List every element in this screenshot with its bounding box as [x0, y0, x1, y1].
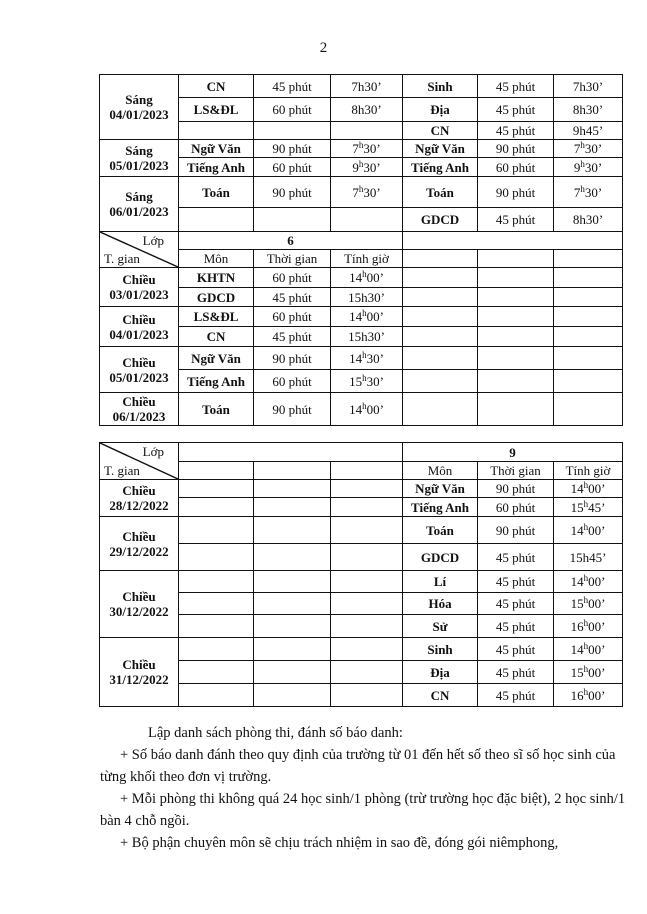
- empty-cell: [478, 288, 554, 307]
- duration-cell: 45 phút: [478, 75, 554, 98]
- empty-cell: [331, 498, 403, 517]
- empty-cell: [554, 307, 623, 327]
- table-row: [100, 327, 623, 347]
- empty-cell: [403, 268, 478, 288]
- empty-cell: [179, 443, 403, 462]
- column-header-time: Tính giờ: [554, 462, 623, 480]
- table-row: [100, 615, 623, 638]
- empty-cell: [403, 250, 478, 268]
- empty-cell: [331, 462, 403, 480]
- time-label: T. gian: [104, 251, 140, 266]
- section-heading: Lập danh sách phòng thi, đánh số báo danh:: [148, 725, 403, 741]
- duration-cell: 45 phút: [478, 684, 554, 707]
- duration-cell: 45 phút: [478, 571, 554, 593]
- duration-cell: 90 phút: [254, 393, 331, 426]
- empty-cell: [554, 370, 623, 393]
- table-row: [100, 393, 623, 426]
- empty-cell: [554, 250, 623, 268]
- grade-header: 6: [179, 232, 403, 250]
- session-date-cell: Chiều 30/12/2022: [100, 571, 179, 638]
- empty-cell: [179, 544, 254, 571]
- time-cell: 14$^h$00’: [554, 480, 623, 498]
- duration-cell: 45 phút: [478, 661, 554, 684]
- empty-cell: [478, 370, 554, 393]
- subject-cell: CN: [403, 122, 478, 140]
- table-row: [100, 661, 623, 684]
- duration-cell: 90 phút: [254, 140, 331, 158]
- duration-cell: 45 phút: [478, 638, 554, 661]
- time-cell: 14$^h$30’: [331, 347, 403, 370]
- corner-header-cell: [100, 443, 179, 480]
- time-cell: 7$^h$30’: [554, 140, 623, 158]
- empty-cell: [254, 517, 331, 544]
- duration-cell: 45 phút: [478, 98, 554, 122]
- subject-cell: Sử: [403, 615, 478, 638]
- time-cell: 9$^h$30’: [331, 158, 403, 177]
- empty-cell: [554, 268, 623, 288]
- column-header-subject: Môn: [403, 462, 478, 480]
- subject-cell: Tiếng Anh: [179, 370, 254, 393]
- empty-cell: [331, 544, 403, 571]
- subject-cell: GDCD: [403, 544, 478, 571]
- paragraph: + Số báo danh đánh theo quy định của trường từ 01 đến hết số theo sĩ số học sinh của từng khối theo đơn vị trường.: [100, 747, 616, 785]
- grade6-schedule-table: [99, 231, 623, 426]
- empty-cell: [331, 122, 403, 140]
- subject-cell: Ngữ Văn: [179, 347, 254, 370]
- duration-cell: 60 phút: [254, 158, 331, 177]
- subject-cell: Toán: [179, 177, 254, 208]
- empty-cell: [403, 347, 478, 370]
- table-row: [100, 638, 623, 661]
- duration-cell: 45 phút: [478, 544, 554, 571]
- time-cell: 14$^h$00’: [554, 571, 623, 593]
- subject-cell: LS&ĐL: [179, 98, 254, 122]
- table-row: [100, 517, 623, 544]
- empty-cell: [403, 327, 478, 347]
- empty-cell: [331, 615, 403, 638]
- subject-cell: CN: [179, 327, 254, 347]
- subject-cell: Tiếng Anh: [403, 158, 478, 177]
- table-row: [100, 177, 623, 208]
- time-cell: 14$^h$00’: [331, 268, 403, 288]
- time-cell: 7h30’: [331, 75, 403, 98]
- empty-cell: [254, 480, 331, 498]
- grade9-schedule-table: [99, 442, 623, 707]
- empty-cell: [179, 638, 254, 661]
- empty-cell: [254, 571, 331, 593]
- time-cell: 16$^h$00’: [554, 684, 623, 707]
- table-row: [100, 158, 623, 177]
- empty-cell: [554, 327, 623, 347]
- time-cell: 9$^h$30’: [554, 158, 623, 177]
- empty-cell: [478, 268, 554, 288]
- subject-cell: Toán: [403, 177, 478, 208]
- empty-cell: [331, 684, 403, 707]
- time-cell: 15h45’: [554, 544, 623, 571]
- time-cell: 14$^h$00’: [331, 393, 403, 426]
- session-date-cell: Chiều 31/12/2022: [100, 638, 179, 707]
- duration-cell: 45 phút: [478, 122, 554, 140]
- empty-cell: [554, 288, 623, 307]
- duration-cell: 45 phút: [254, 327, 331, 347]
- subject-cell: LS&ĐL: [179, 307, 254, 327]
- morning-schedule-table: [99, 74, 623, 232]
- time-cell: 14$^h$00’: [554, 638, 623, 661]
- duration-cell: 60 phút: [254, 98, 331, 122]
- session-date-cell: Sáng 05/01/2023: [100, 140, 179, 177]
- empty-cell: [179, 498, 254, 517]
- empty-cell: [254, 544, 331, 571]
- subject-cell: Toán: [179, 393, 254, 426]
- session-date-cell: Chiều 06/1/2023: [100, 393, 179, 426]
- subject-cell: Tiếng Anh: [179, 158, 254, 177]
- subject-cell: Ngữ Văn: [403, 480, 478, 498]
- empty-cell: [254, 684, 331, 707]
- subject-cell: KHTN: [179, 268, 254, 288]
- corner-header-cell: [100, 232, 179, 268]
- subject-cell: CN: [179, 75, 254, 98]
- table-row: [100, 684, 623, 707]
- subject-cell: GDCD: [403, 208, 478, 232]
- empty-cell: [179, 462, 254, 480]
- time-cell: 9h45’: [554, 122, 623, 140]
- duration-cell: 90 phút: [478, 140, 554, 158]
- session-date-cell: Sáng 04/01/2023: [100, 75, 179, 140]
- duration-cell: 60 phút: [478, 158, 554, 177]
- table-row: [100, 571, 623, 593]
- duration-cell: 90 phút: [478, 177, 554, 208]
- duration-cell: 45 phút: [478, 208, 554, 232]
- empty-cell: [179, 661, 254, 684]
- empty-cell: [478, 347, 554, 370]
- empty-cell: [478, 327, 554, 347]
- paragraph: + Mỗi phòng thi không quá 24 học sinh/1 phòng (trừ trường học đặc biệt), 2 học sinh/1 bàn 4 chỗ ngồi.: [100, 791, 626, 829]
- time-cell: 8h30’: [331, 98, 403, 122]
- table-row: [100, 498, 623, 517]
- table-header-row: [100, 232, 623, 250]
- duration-cell: 45 phút: [478, 593, 554, 615]
- body-text: [100, 722, 630, 854]
- session-date-cell: Chiều 28/12/2022: [100, 480, 179, 517]
- time-cell: 14$^h$00’: [554, 517, 623, 544]
- empty-cell: [478, 393, 554, 426]
- subject-cell: Ngữ Văn: [179, 140, 254, 158]
- empty-cell: [254, 615, 331, 638]
- time-cell: 7$^h$30’: [331, 177, 403, 208]
- column-header-time: Tính giờ: [331, 250, 403, 268]
- table-row: [100, 140, 623, 158]
- time-cell: 15$^h$00’: [554, 661, 623, 684]
- duration-cell: 45 phút: [478, 615, 554, 638]
- table-row: [100, 288, 623, 307]
- empty-cell: [331, 661, 403, 684]
- empty-cell: [478, 307, 554, 327]
- empty-cell: [331, 208, 403, 232]
- empty-cell: [254, 208, 331, 232]
- table-row: [100, 268, 623, 288]
- column-header-subject: Môn: [179, 250, 254, 268]
- subject-cell: Lí: [403, 571, 478, 593]
- empty-cell: [403, 393, 478, 426]
- column-header-duration: Thời gian: [478, 462, 554, 480]
- subject-cell: Ngữ Văn: [403, 140, 478, 158]
- empty-cell: [554, 393, 623, 426]
- time-cell: 15$^h$30’: [331, 370, 403, 393]
- empty-cell: [331, 638, 403, 661]
- empty-cell: [179, 593, 254, 615]
- table-header-row: [100, 443, 623, 462]
- time-cell: 15$^h$45’: [554, 498, 623, 517]
- duration-cell: 90 phút: [254, 177, 331, 208]
- table-row: [100, 75, 623, 98]
- grade-header: 9: [403, 443, 623, 462]
- duration-cell: 60 phút: [478, 498, 554, 517]
- table-row: [100, 480, 623, 498]
- duration-cell: 45 phút: [254, 75, 331, 98]
- empty-cell: [403, 288, 478, 307]
- subject-cell: Địa: [403, 98, 478, 122]
- empty-cell: [254, 122, 331, 140]
- session-date-cell: Chiều 05/01/2023: [100, 347, 179, 393]
- subject-cell: Sinh: [403, 75, 478, 98]
- empty-cell: [179, 480, 254, 498]
- session-date-cell: Sáng 06/01/2023: [100, 177, 179, 232]
- session-date-cell: Chiều 29/12/2022: [100, 517, 179, 571]
- empty-cell: [179, 571, 254, 593]
- subject-cell: Hóa: [403, 593, 478, 615]
- time-cell: 7$^h$30’: [331, 140, 403, 158]
- table-row: [100, 544, 623, 571]
- paragraph: + Bộ phận chuyên môn sẽ chịu trách nhiệm in sao đề, đóng gói niêmphong,: [120, 835, 559, 851]
- table-row: [100, 593, 623, 615]
- column-header-duration: Thời gian: [254, 250, 331, 268]
- time-cell: 16$^h$00’: [554, 615, 623, 638]
- time-cell: 8h30’: [554, 208, 623, 232]
- duration-cell: 90 phút: [478, 517, 554, 544]
- empty-cell: [254, 462, 331, 480]
- empty-cell: [179, 684, 254, 707]
- empty-cell: [254, 498, 331, 517]
- time-cell: 7$^h$30’: [554, 177, 623, 208]
- empty-cell: [331, 480, 403, 498]
- time-cell: 15$^h$00’: [554, 593, 623, 615]
- empty-cell: [403, 232, 623, 250]
- table-row: [100, 347, 623, 370]
- empty-cell: [254, 638, 331, 661]
- class-label: Lớp: [142, 233, 164, 248]
- table-row: [100, 370, 623, 393]
- subject-cell: Tiếng Anh: [403, 498, 478, 517]
- subject-cell: Địa: [403, 661, 478, 684]
- duration-cell: 45 phút: [254, 288, 331, 307]
- empty-cell: [403, 370, 478, 393]
- time-cell: 7h30’: [554, 75, 623, 98]
- table-row: [100, 98, 623, 122]
- empty-cell: [331, 571, 403, 593]
- empty-cell: [254, 661, 331, 684]
- time-cell: 15h30’: [331, 288, 403, 307]
- session-date-cell: Chiều 04/01/2023: [100, 307, 179, 347]
- subject-cell: CN: [403, 684, 478, 707]
- page-number: 2: [319, 40, 328, 56]
- empty-cell: [179, 517, 254, 544]
- empty-cell: [331, 517, 403, 544]
- duration-cell: 90 phút: [254, 347, 331, 370]
- empty-cell: [554, 347, 623, 370]
- time-cell: 14$^h$00’: [331, 307, 403, 327]
- class-label: Lớp: [142, 444, 164, 459]
- table-row: [100, 208, 623, 232]
- empty-cell: [331, 593, 403, 615]
- time-cell: 8h30’: [554, 98, 623, 122]
- empty-cell: [478, 250, 554, 268]
- table-row: [100, 122, 623, 140]
- duration-cell: 90 phút: [478, 480, 554, 498]
- subject-cell: Sinh: [403, 638, 478, 661]
- subject-cell: Toán: [403, 517, 478, 544]
- empty-cell: [179, 208, 254, 232]
- duration-cell: 60 phút: [254, 268, 331, 288]
- empty-cell: [179, 615, 254, 638]
- time-label: T. gian: [104, 463, 140, 478]
- subject-cell: GDCD: [179, 288, 254, 307]
- session-date-cell: Chiều 03/01/2023: [100, 268, 179, 307]
- empty-cell: [403, 307, 478, 327]
- empty-cell: [254, 593, 331, 615]
- time-cell: 15h30’: [331, 327, 403, 347]
- duration-cell: 60 phút: [254, 307, 331, 327]
- table-row: [100, 307, 623, 327]
- empty-cell: [179, 122, 254, 140]
- duration-cell: 60 phút: [254, 370, 331, 393]
